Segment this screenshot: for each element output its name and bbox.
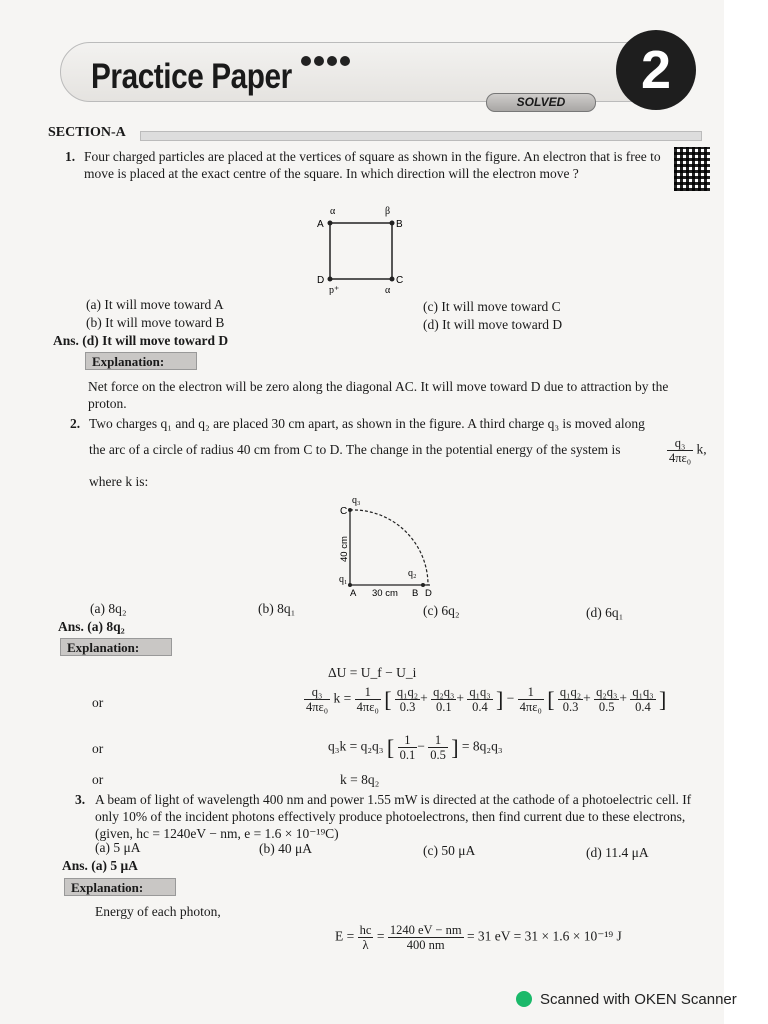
scanner-watermark	[516, 991, 737, 1008]
q1-option-b: (b) It will move toward B	[86, 315, 225, 330]
q2-option-a: (a) 8q₂	[90, 601, 127, 616]
q2-or2: or	[92, 741, 104, 756]
q2-line1: Two charges q₁ and q₂ are placed 30 cm apart, as shown in the figure. A third charge q₃ is moved along	[89, 416, 645, 431]
q2-option-d: (d) 6q₁	[586, 605, 624, 620]
fig-alpha-top: α	[330, 206, 336, 217]
q2-option-c: (c) 6q₂	[423, 603, 460, 618]
fig-d: D	[425, 588, 432, 599]
fig-label-b: B	[396, 219, 403, 230]
fig-b: B	[412, 588, 419, 599]
q3-option-c: (c) 50 μA	[423, 843, 476, 858]
q1-number: 1.	[65, 149, 76, 164]
q3-explanation: Energy of each photon,	[95, 904, 221, 919]
solved-badge: SOLVED	[486, 93, 596, 112]
q2-arc-figure	[330, 492, 440, 602]
fig-c: C	[340, 506, 348, 517]
q1-option-a: (a) It will move toward A	[86, 297, 224, 312]
oken-logo-icon	[516, 991, 532, 1007]
fig-beta: β	[385, 206, 391, 217]
q1-text: Four charged particles are placed at the vertices of square as shown in the figure. An electron that is free to move is placed at the exact centre of the square. In which direction will the electron move ?	[84, 149, 661, 181]
q1-option-d: (d) It will move toward D	[423, 317, 563, 332]
q2-number: 2.	[70, 416, 81, 431]
fig-proton: p⁺	[329, 285, 340, 295]
fig-q2: q₂	[408, 568, 417, 579]
scanner-label: Scanned with OKEN Scanner	[540, 991, 737, 1008]
q2-line2: the arc of a circle of radius 40 cm from C to D. The change in the potential energy of the system is	[89, 442, 621, 457]
page-title: Practice Paper	[91, 57, 292, 96]
qr-code-icon	[674, 147, 710, 199]
q3-option-d: (d) 11.4 μA	[586, 845, 649, 860]
section-rule	[140, 131, 702, 141]
q3-option-b: (b) 40 μA	[259, 841, 312, 856]
fig-alpha-bottom: α	[385, 285, 391, 295]
fig-40cm: 40 cm	[339, 536, 350, 562]
q2-fraction: $\frac{\text{q₃}}{\text{4πε₀}}$ k,	[669, 436, 707, 465]
q2-eq1: ΔU = U_f − U_i	[328, 665, 417, 680]
fig-30cm: 30 cm	[372, 588, 398, 599]
header-banner	[60, 42, 652, 109]
q1-square-figure	[305, 205, 420, 295]
q2-eq2: $\frac{\text{q₃}}{\text{4πε₀}}$ k = $\frac{1}{\text{4πε₀}}$ [ $\frac{\text{q₁q₂}}{0.3}$ + $\frac{\text{q₂q₃}}{0.1}$ + $\frac{\text{q₁q₃}}{0.4}$ ] − $\frac{1}{\text{4πε₀}}$ [ $\frac{\text{q₁q₂}}{0.3}$ + $\frac{\text{q₂q₃}}{0.5}$ + $\frac{\text{q₁q₃}}{0.4}$ ]	[306, 685, 667, 714]
q2-eq4: k = 8q₂	[340, 772, 380, 787]
q2-or1: or	[92, 695, 104, 710]
fig-label-a: A	[317, 219, 324, 230]
q3-number: 3.	[75, 792, 86, 807]
paper-number-badge: 2	[616, 30, 696, 110]
q1-answer: Ans. (d) It will move toward D	[53, 333, 229, 348]
fig-q3: q₃	[352, 495, 361, 506]
fig-label-d: D	[317, 275, 325, 286]
q2-or3: or	[92, 772, 104, 787]
q3-option-a: (a) 5 μA	[95, 840, 141, 855]
q3-answer: Ans. (a) 5 μA	[62, 858, 138, 873]
fig-a: A	[350, 588, 357, 599]
q3-text: A beam of light of wavelength 400 nm and power 1.55 mW is directed at the cathode of a photoelectric cell. If only 10% of the incident photons effectively produce photoelectrons, then find current due to these electrons, (given, hc = 1240eV − nm, e = 1.6 × 10⁻¹⁹C)	[95, 792, 692, 841]
q2-option-b: (b) 8q₁	[258, 601, 296, 616]
q2-explanation-label: Explanation:	[60, 638, 172, 656]
q2-eq3: q₃k = q₂q₃ [ $\frac{1}{0.1}$ − $\frac{1}{0.5}$ ] = 8q₂q₃	[328, 733, 503, 762]
q1-explanation-label: Explanation:	[85, 352, 197, 370]
decorative-dots	[301, 53, 353, 71]
page-header	[60, 30, 695, 109]
q3-energy-eq: E = $\frac{hc}{\lambda}$ = $\frac{1240 eV - nm}{400 nm}$ = 31 eV = 31 × 1.6 × 10⁻¹⁹ J	[335, 923, 622, 952]
q1-explanation: Net force on the electron will be zero along the diagonal AC. It will move toward D due to attraction by the proton.	[88, 379, 669, 411]
fig-q1: q₁	[339, 574, 348, 585]
fig-label-c: C	[396, 275, 404, 286]
section-heading: SECTION-A	[48, 125, 126, 140]
q1-option-c: (c) It will move toward C	[423, 299, 561, 314]
q2-answer: Ans. (a) 8q₂	[58, 619, 125, 634]
q3-explanation-label: Explanation:	[64, 878, 176, 896]
q2-line3: where k is:	[89, 474, 149, 489]
